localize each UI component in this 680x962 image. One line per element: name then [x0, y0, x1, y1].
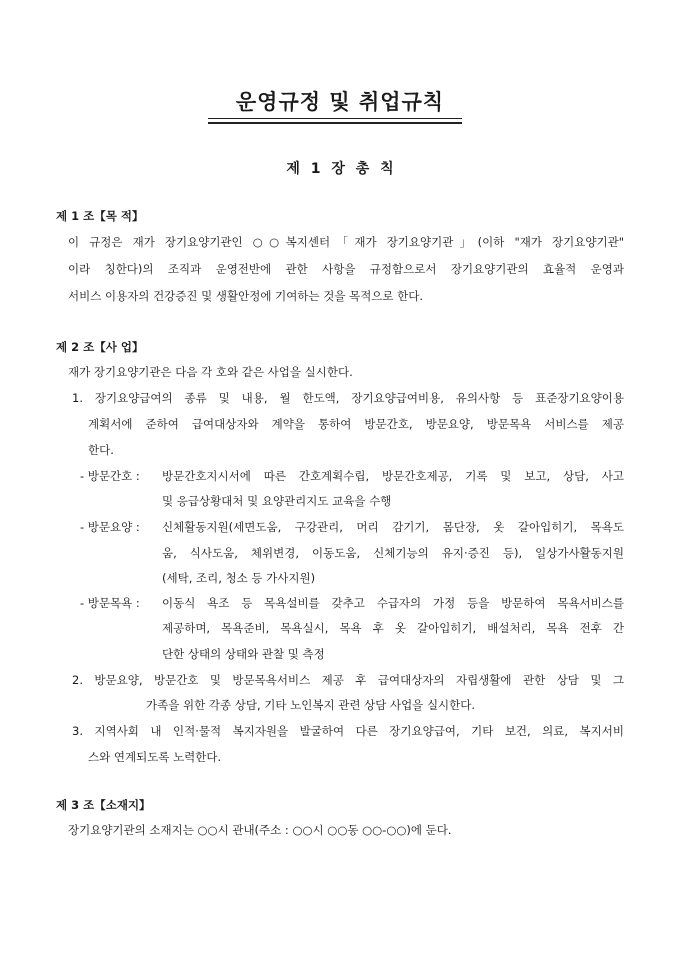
subitem-bath-line-3: 단한 상태의 상태와 관찰 및 측정 [162, 647, 325, 661]
item-2-line-2: 가족을 위한 각종 상담, 기타 노인복지 관련 상담 사업을 실시한다. [146, 698, 476, 712]
item-1-line-1: 1. 장기요양급여의 종류 및 내용, 월 한도액, 장기요양급여비용, 유의사항 등 표준장기요양이용 [72, 391, 624, 405]
title-underline-thin [208, 118, 462, 119]
article-1-line-2: 이라 칭한다)의 조직과 운영전반에 관한 사항을 규정함으로서 장기요양기관의 효율적 운영과 [68, 262, 624, 276]
subitem-bath-label: - 방문목욕 : [80, 596, 140, 610]
subitem-care-label: - 방문요양 : [80, 520, 140, 534]
article-1-heading: 제 1 조【목 적】 [56, 209, 144, 223]
item-1-line-3: 한다. [88, 443, 114, 457]
item-1-line-2: 계획서에 준하여 급여대상자와 계약을 통하여 방문간호, 방문요양, 방문목욕 서비스를 제공 [88, 417, 624, 431]
subitem-bath-line-2: 제공하며, 목욕준비, 목욕실시, 목욕 후 옷 갈아입히기, 배설처리, 목욕 전후 간 [162, 621, 624, 635]
article-3-heading: 제 3 조【소재지】 [56, 798, 151, 812]
subitem-nursing-line-2: 및 응급상황대처 및 요양관리지도 교육을 수행 [162, 494, 392, 508]
item-3-line-2: 스와 연계되도록 노력한다. [88, 750, 222, 764]
chapter-title: 제 1 장 총 칙 [286, 161, 394, 177]
subitem-nursing-label: - 방문간호 : [80, 469, 140, 483]
item-3-line-1: 3. 지역사회 내 인적·물적 복지자원을 발굴하여 다른 장기요양급여, 기타 보건, 의료, 복지서비 [72, 724, 624, 738]
subitem-bath-line-1: 이동식 욕조 등 목욕설비를 갖추고 수급자의 가정 등을 방문하여 목욕서비스를 [162, 596, 624, 610]
title-underline-thick [208, 122, 462, 124]
article-1-line-3: 서비스 이용자의 건강증진 및 생활안정에 기여하는 것을 목적으로 한다. [68, 289, 424, 303]
article-3-line-1: 장기요양기관의 소재지는 ○○시 관내(주소 : ○○시 ○○동 ○○-○○)에 둔다. [68, 823, 452, 837]
subitem-care-line-3: (세탁, 조리, 청소 등 가사지원) [162, 571, 316, 585]
document-title: 운영규정 및 취업규칙 [235, 90, 445, 114]
article-2-intro: 재가 장기요양기관은 다음 각 호와 같은 사업을 실시한다. [68, 365, 353, 379]
item-2-line-1: 2. 방문요양, 방문간호 및 방문목욕서비스 제공 후 급여대상자의 자립생활에 관한 상담 및 그 [72, 673, 624, 687]
article-2-heading: 제 2 조【사 업】 [56, 340, 144, 354]
article-1-line-1: 이 규정은 재가 장기요양기관인 ○○복지센터「재가 장기요양기관」(이하 "재가 장기요양기관" [68, 235, 624, 249]
subitem-care-line-2: 움, 식사도움, 체위변경, 이동도움, 신체기능의 유지·증진 등), 일상가사활동지원 [162, 546, 624, 560]
subitem-nursing-line-1: 방문간호지시서에 따른 간호계획수립, 방문간호제공, 기록 및 보고, 상담, 사고 [162, 469, 624, 483]
subitem-care-line-1: 신체활동지원(세면도움, 구강관리, 머리 감기기, 몸단장, 옷 갈아입히기, 목욕도 [162, 520, 624, 534]
